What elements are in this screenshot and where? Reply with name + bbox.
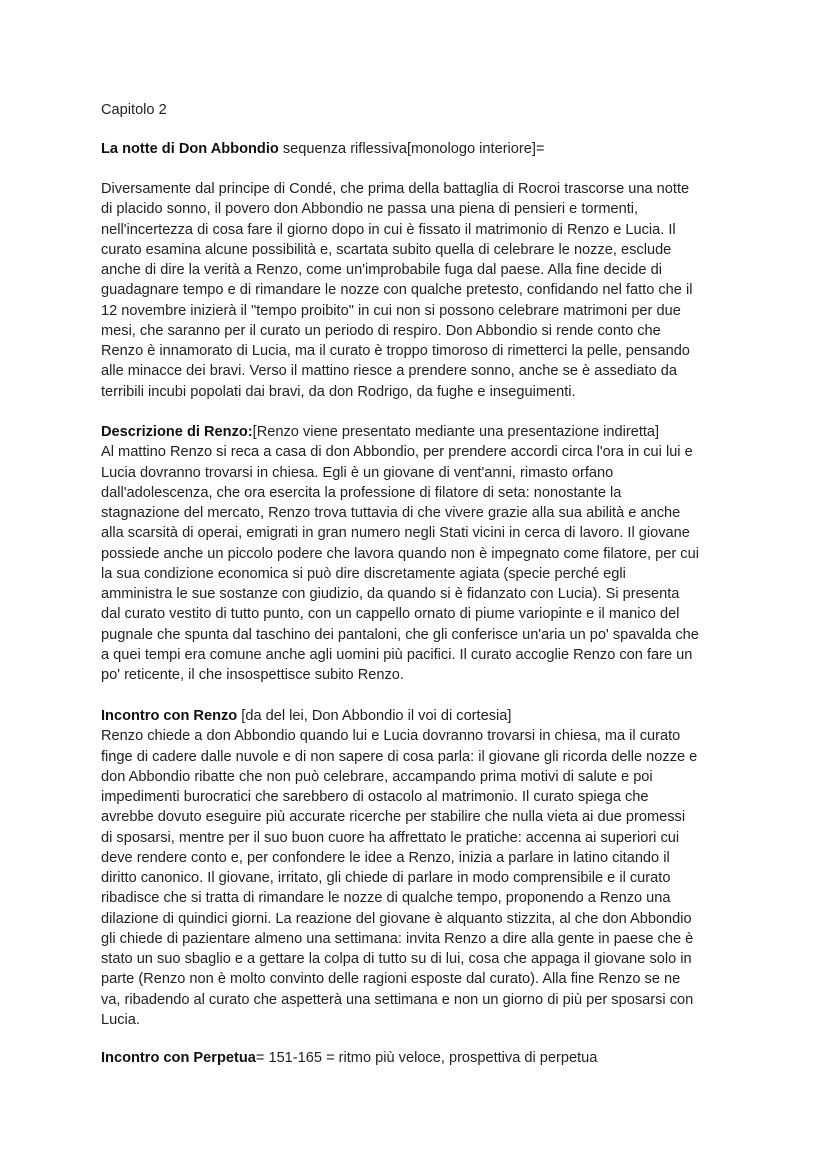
heading-note: = 151-165 = ritmo più veloce, prospettiva di perpetua <box>255 1050 598 1066</box>
text-line: Renzo chiede a don Abbondio quando lui e Lucia dovranno trovarsi in chiesa, ma il curato <box>101 728 681 745</box>
text-line: avrebbe dovuto eseguire più accurate ricerche per stabilire che nulla vieta ai due promessi <box>101 809 686 826</box>
text-line: po' reticente, il che insospettisce subito Renzo. <box>101 667 404 683</box>
text-line: dilazione di quindici giorni. La reazione del giovane è alquanto stizzita, al che don Abbondio <box>101 910 692 927</box>
text-line: dal curato vestito di tutto punto, con un cappello ornato di piume variopinte e il manico del <box>101 606 680 623</box>
text-line: don Abbondio ribatte che non può celebrare, accampando prima motivi di salute e poi <box>101 768 653 785</box>
text-line: Lucia dovranno trovarsi in chiesa. Egli è un giovane di vent'anni, rimasto orfano <box>101 464 614 481</box>
heading-note: sequenza riflessiva[monologo interiore]= <box>278 141 545 157</box>
text-line: 12 novembre inizierà il "tempo proibito" in cui non si possono celebrare matrimoni per due <box>101 302 681 319</box>
text-line: possiede anche un piccolo podere che lavora quando non è impegnato come filatore, per cui <box>101 545 699 562</box>
heading-bold: La notte di Don Abbondio <box>101 141 279 157</box>
text-line: Diversamente dal principe di Condé, che prima della battaglia di Rocroi trascorse una notte <box>101 181 690 197</box>
text-line: impedimenti burocratici che sarebbero di ostacolo al matrimonio. Il curato spiega che <box>101 789 649 805</box>
text-line: diritto canonico. Il giovane, irritato, gli chiede di parlare in modo comprensibile e il curato <box>101 870 671 886</box>
text-line: Al mattino Renzo si reca a casa di don Abbondio, per prendere accordi circa l'ora in cui lui e <box>101 444 693 461</box>
text-line: mesi, che saranno per il curato un periodo di respiro. Don Abbondio si rende conto che <box>101 322 661 339</box>
chapter-title <box>101 100 801 120</box>
section-incontro-renzo <box>101 706 801 1030</box>
heading-bold: Incontro con Perpetua <box>101 1050 256 1066</box>
text-line: va, ribadendo al curato che aspetterà una settimana e non un giorno di più per sposarsi con <box>101 991 694 1008</box>
chapter-label: Capitolo 2 <box>101 102 167 118</box>
heading-bold: Incontro con Renzo <box>101 708 238 724</box>
text-line: la sua condizione economica si può dire discretamente agiata (specie perché egli <box>101 565 626 582</box>
text-line: alla scarsità di operai, emigrati in gran numero negli Stati vicini in cerca di lavoro. Il giovane <box>101 525 690 542</box>
heading-note: [Renzo viene presentato mediante una presentazione indiretta] <box>252 424 660 440</box>
text-line: dall'adolescenza, che ora esercita la professione di filatore di seta: nonostante la <box>101 484 622 501</box>
text-line: stato un suo sbaglio e a gettare la colpa di tutto su di lui, cosa che appaga il giovane solo in <box>101 951 692 967</box>
section-descrizione-renzo <box>101 422 801 685</box>
text-line: a quei tempi era comune anche agli uomini più pacifici. Il curato accoglie Renzo con fare un <box>101 646 693 663</box>
text-line: alle minacce dei bravi. Verso il mattino riesce a prendere sonno, anche se è assediato da <box>101 363 677 380</box>
text-line: di sposarsi, mentre per il suo buon cuore ha affrettato le pratiche: accenna ai superiori cui <box>101 829 680 846</box>
heading-bold: Descrizione di Renzo: <box>101 424 253 440</box>
text-line: stagnazione del mercato, Renzo trova tuttavia di che vivere grazie alla sua abilità e anche <box>101 505 681 521</box>
text-line: anche di dire la verità a Renzo, come un'improbabile fuga dal paese. Alla fine decide di <box>101 262 662 278</box>
text-line: Renzo è innamorato di Lucia, ma il curato è troppo timoroso di rimetterci la pelle, pensando <box>101 343 690 359</box>
text-line: terribili incubi popolati dai bravi, da don Rodrigo, da fughe e inseguimenti. <box>101 383 576 400</box>
text-line: curato esamina alcune possibilità e, scartata subito quella di celebrare le nozze, esclude <box>101 241 672 258</box>
heading-note: [da del lei, Don Abbondio il voi di cortesia] <box>237 708 512 724</box>
text-line: nell'incertezza di cosa fare il giorno dopo in cui è fissato il matrimonio di Renzo e Lucia. Il <box>101 221 676 238</box>
text-line: pugnale che spunta dal taschino dei pantaloni, che gli conferisce un'aria un po' spavalda che <box>101 626 699 643</box>
section-heading-notte <box>101 139 801 159</box>
text-line: finge di cadere dalle nuvole e di non sapere di cosa parla: il giovane gli ricorda delle nozze e <box>101 748 698 765</box>
text-line: gli chiede di pazientare almeno una settimana: invita Renzo a dire alla gente in paese che è <box>101 930 694 947</box>
text-line: di placido sonno, il povero don Abbondio ne passa una piena di pensieri e tormenti, <box>101 201 639 218</box>
text-line: Lucia. <box>101 1011 140 1028</box>
paragraph-notte <box>101 179 801 402</box>
text-line: guadagnare tempo e di rimandare le nozze con qualche pretesto, confidando nel fatto che il <box>101 282 693 299</box>
text-line: deve rendere conto e, per confondere le idee a Renzo, inizia a parlare in latino citando il <box>101 849 670 866</box>
section-incontro-perpetua <box>101 1048 801 1068</box>
text-line: amministra le sue sostanze con giudizio, da quando si è fidanzato con Lucia). Si presenta <box>101 586 680 602</box>
text-line: parte (Renzo non è molto convinto delle ragioni esposte dal curato). Alla fine Renzo se ne <box>101 971 681 988</box>
text-line: ribadisce che si tratta di rimandare le nozze di qualche tempo, proponendo a Renzo una <box>101 890 671 907</box>
